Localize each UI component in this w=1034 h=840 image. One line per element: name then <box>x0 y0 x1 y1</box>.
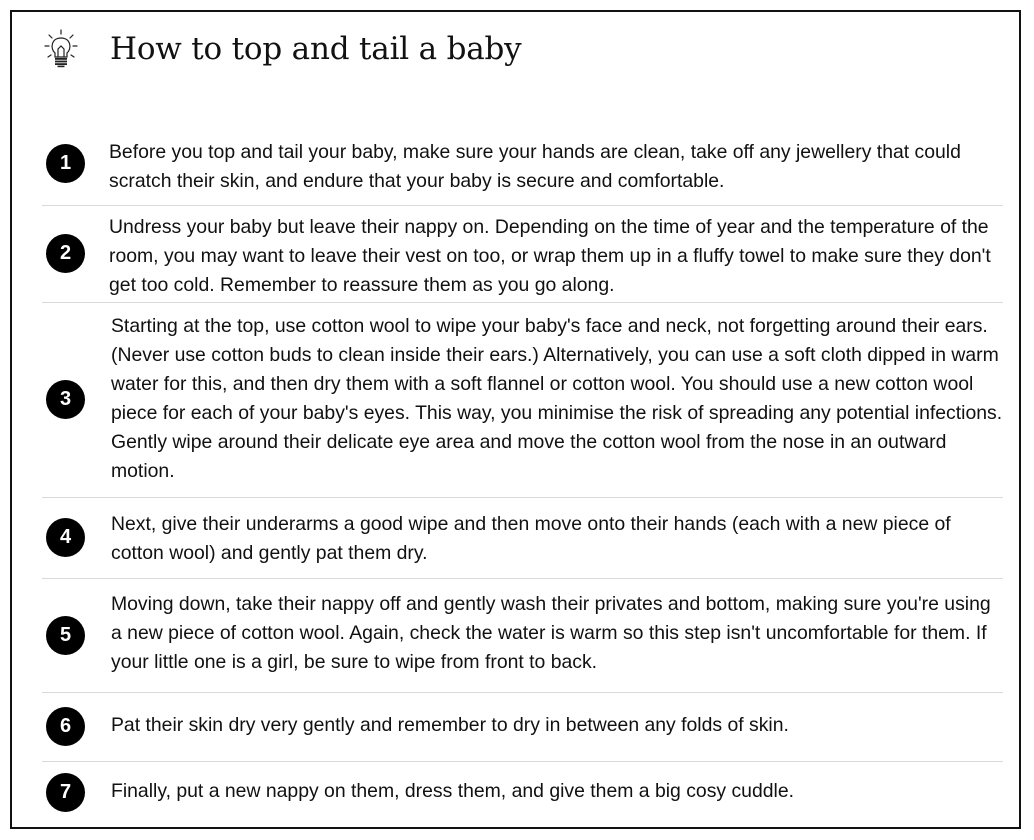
step-item <box>42 122 1003 206</box>
step-number-badge: 1 <box>46 144 85 183</box>
step-number-badge: 5 <box>46 616 85 655</box>
instruction-card <box>10 10 1021 829</box>
step-number-badge: 4 <box>46 518 85 557</box>
step-text: Starting at the top, use cotton wool to wipe your baby's face and neck, not forgetting around their ears. (Never use cotton buds to clean inside their ears.) Alternatively, you can use a soft cloth dipped in warm water for this, and then dry them with a soft flannel or cotton wool. You should use a new cotton wool piece for each of your baby's eyes. This way, you minimise the risk of spreading any potential infections. Gently wipe around their delicate eye area and move the cotton wool from the nose in an outward motion. <box>111 315 1003 482</box>
step-text: Finally, put a new nappy on them, dress them, and give them a big cosy cuddle. <box>111 780 794 802</box>
step-number-badge: 3 <box>46 380 85 419</box>
step-text: Moving down, take their nappy off and gently wash their privates and bottom, making sure you're using a new piece of cotton wool. Again, check the water is warm so this step isn't uncomfortable for them. If your little one is a girl, be sure to wipe from front to back. <box>111 593 991 673</box>
step-item <box>42 762 1003 824</box>
step-text: Pat their skin dry very gently and remember to dry in between any folds of skin. <box>111 714 789 736</box>
step-item <box>42 206 1003 303</box>
steps-list <box>42 122 1003 824</box>
lightbulb-icon <box>42 28 80 68</box>
page-title: How to top and tail a baby <box>110 31 522 67</box>
step-item <box>42 498 1003 579</box>
step-text: Before you top and tail your baby, make sure your hands are clean, take off any jewellery that could scratch their skin, and endure that your baby is secure and comfortable. <box>109 141 961 192</box>
step-number-badge: 2 <box>46 234 85 273</box>
step-text: Next, give their underarms a good wipe and then move onto their hands (each with a new piece of cotton wool) and gently pat them dry. <box>111 513 951 564</box>
card-header <box>12 12 1019 102</box>
step-text: Undress your baby but leave their nappy on. Depending on the time of year and the temperature of the room, you may want to leave their vest on too, or wrap them up in a fluffy towel to make sure they don't get too cold. Remember to reassure them as you go along. <box>109 216 991 296</box>
step-item <box>42 303 1003 498</box>
step-item <box>42 579 1003 693</box>
step-item <box>42 693 1003 762</box>
step-number-badge: 6 <box>46 707 85 746</box>
step-number-badge: 7 <box>46 773 85 812</box>
